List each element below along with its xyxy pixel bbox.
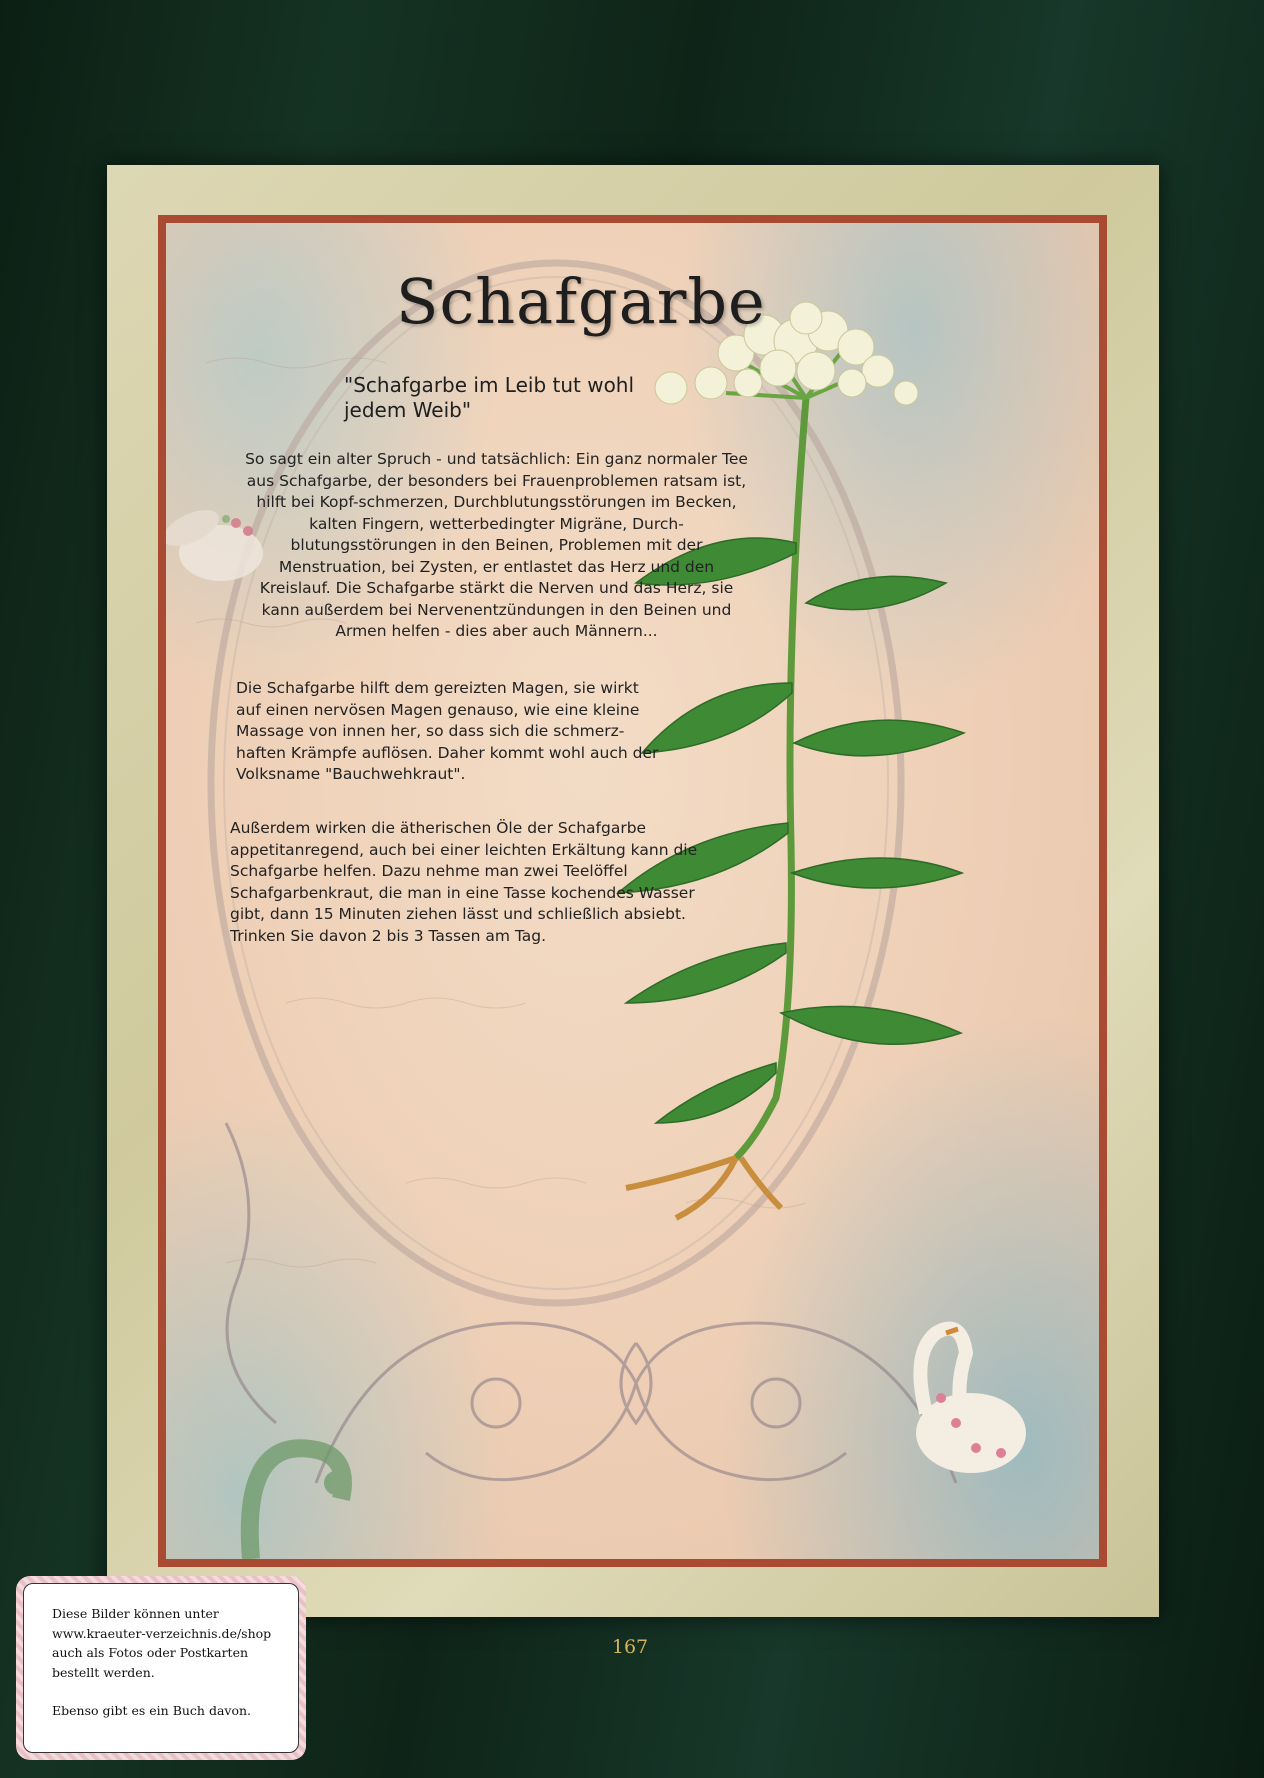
picture-frame	[107, 165, 1159, 1617]
notice-shop-link[interactable]: www.kraeuter-verzeichnis.de/shop	[52, 1625, 272, 1641]
illustrated-page	[166, 223, 1099, 1559]
notice-line: Diese Bilder können unter	[52, 1606, 219, 1621]
paragraph-2: Die Schafgarbe hilft dem gereizten Magen, sie wirkt auf einen nervösen Magen genauso, wie eine kleine Massage von innen her, so dass sich die schmerz-haften Krämpfe auflösen. Daher kommt wohl auch der Volksname "Bauchwehkraut".	[236, 679, 659, 783]
notice-line: Ebenso gibt es ein Buch davon.	[52, 1703, 252, 1718]
shop-notice-text	[23, 1583, 299, 1753]
page-number: 167	[611, 1636, 649, 1658]
page-title: Schafgarbe	[396, 265, 766, 338]
swan-image	[916, 1329, 1026, 1474]
quote-text: "Schafgarbe im Leib tut wohl jedem Weib"	[344, 373, 635, 422]
green-swan-image	[250, 1448, 348, 1559]
notice-line: bestellt werden.	[52, 1664, 155, 1680]
shop-notice-box	[16, 1576, 306, 1760]
yarrow-plant	[618, 302, 964, 1218]
paragraph-1: So sagt ein alter Spruch - und tatsächlich: Ein ganz normaler Tee aus Schafgarbe, der besonders bei Frauenproblemen ratsam ist, hilft bei Kopf-schmerzen, Durchblutungsstörungen im Becken, kalten Fingern, wetterbedingter Migräne, Durch-blutungsstörungen in den Beinen, Problemen mit der Menstruation, bei Zysten, er entlastet das Herz und den Kreislauf. Die Schafgarbe stärkt die Nerven und das Herz, sie kann außerdem bei Nervenentzündungen in den Beinen und Armen helfen - dies aber auch Männern...	[245, 450, 748, 640]
notice-line: auch als Fotos oder Postkarten	[52, 1645, 249, 1660]
paragraph-3: Außerdem wirken die ätherischen Öle der Schafgarbe appetitanregend, auch bei einer leichten Erkältung kann die Schafgarbe helfen. Dazu nehme man zwei Teelöffel Schafgarbenkraut, die man in eine Tasse kochendes Wasser gibt, dann 15 Minuten ziehen lässt und schließlich absiebt. Trinken Sie davon 2 bis 3 Tassen am Tag.	[230, 819, 698, 945]
frame-red-border	[158, 215, 1107, 1567]
